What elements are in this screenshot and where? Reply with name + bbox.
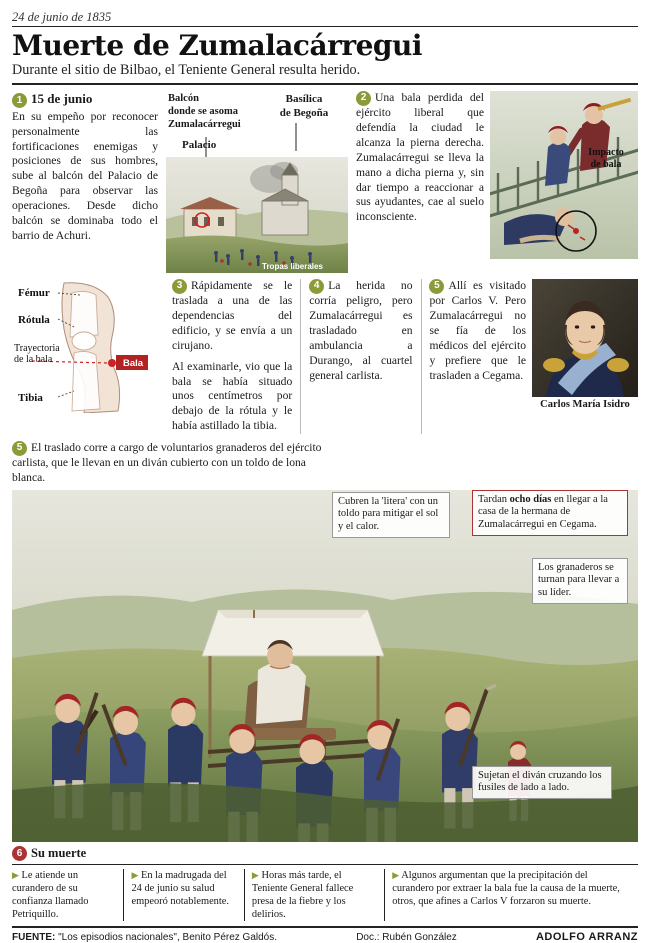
palace-label: Palacio: [182, 139, 217, 152]
portrait-caption: Carlos María Isidro: [540, 399, 630, 411]
trajectory-label-1: Trayectoria: [14, 343, 60, 355]
step-4-text: [309, 279, 412, 383]
callout-canopy: Cubren la 'litera' con un toldo para mitigar el sol y el calor.: [332, 492, 450, 538]
callout-eight-days-pre: Tardan: [478, 493, 510, 505]
step-5b-text: [12, 441, 330, 486]
death-item-4-text: Algunos argumentan que la precipitación del curandero por extraer la bala fue la causa de la muerte, otros, que afines a Carlos V forzaron su muerte.: [392, 870, 620, 908]
bullet-arrow-icon: ▶: [12, 870, 19, 881]
step-3-block: [172, 279, 292, 433]
bullet-label: Bala: [123, 358, 144, 370]
source-bar: [12, 926, 638, 943]
bullet-arrow-icon: ▶: [131, 870, 139, 881]
source-text: [12, 932, 277, 943]
callout-grenadiers: Los granaderos se turnan para llevar a su líder.: [532, 558, 628, 604]
leg-diagram-block: [12, 279, 164, 433]
step-3-text-2: Al examinarle, vio que la bala se había situado unos centímetros por debajo de la rótula y le había astillado la tibia.: [172, 359, 293, 433]
carlos-portrait-image: [532, 279, 638, 397]
doc-credit: Doc.: Rubén González: [356, 932, 457, 943]
death-item-3: [245, 869, 384, 921]
step-2-block: [356, 91, 638, 273]
step-2-text: [356, 91, 484, 225]
callout-eight-days-post: en llegar a la casa de la hermana de Zumalacárregui en Cegama.: [478, 493, 608, 531]
top-row: [12, 91, 638, 273]
tibia-label: Tibia: [18, 392, 43, 405]
death-item-2: [124, 869, 243, 921]
step-2-number: 2: [356, 91, 371, 106]
second-row: [12, 279, 638, 433]
source-label: FUENTE:: [12, 932, 56, 943]
bullet-arrow-icon: ▶: [251, 870, 259, 881]
callout-eight-days: [472, 490, 628, 536]
patella-label: Rótula: [18, 314, 50, 327]
step-1-heading: 15 de junio: [31, 91, 93, 107]
march-scene-illustration: [12, 490, 638, 842]
step-3-number: 3: [172, 279, 187, 294]
palace-scene-image: [166, 157, 348, 273]
trajectory-label-2: de la bala: [14, 354, 53, 366]
death-item-4: [385, 869, 638, 921]
liberal-troops-label: Tropas liberales: [262, 262, 323, 272]
step-1-number: 1: [12, 93, 27, 108]
step-3-text-1: [172, 279, 292, 353]
death-item-1-text: Le atiende un curandero de su confianza llamado Petriquillo.: [12, 870, 89, 921]
step-5-number: 5: [429, 279, 444, 294]
step-2-paragraph: Una bala perdida del ejército liberal que defendía la ciudad le alcanza la pierna derecha. Zumalacárregui se lleva la mano a dicha pierna y, sin dar tiempo a reaccionar a sus ayudantes, cae al suelo inconsciente.: [356, 91, 484, 224]
palace-illustration-block: [166, 91, 348, 273]
header-rule-top: [12, 26, 638, 27]
femur-label: Fémur: [18, 287, 50, 300]
header-rule-bottom: [12, 83, 638, 85]
leg-anatomy-diagram: [12, 279, 164, 413]
page-title: Muerte de Zumalacárregui: [12, 29, 422, 62]
death-item-1: [12, 869, 123, 921]
death-item-2-text: En la madrugada del 24 de junio su salud empeoró notablemente.: [131, 870, 229, 908]
divider-4-5: [421, 279, 422, 433]
callout-eight-days-bold: ocho días: [509, 493, 552, 505]
step-5b-number: 5: [12, 441, 27, 456]
step-1-block: [12, 91, 158, 273]
page-subtitle: Durante el sitio de Bilbao, el Teniente General resulta herido.: [12, 62, 361, 79]
shooting-scene-image: [490, 91, 638, 259]
callout-rifles: Sujetan el diván cruzando los fusiles de lado a lado.: [472, 766, 612, 800]
step-3-paragraph-1: Rápidamente se le traslada a una de las dependencias del edificio, y se envía a un cirujano.: [172, 279, 293, 352]
divider-3-4: [300, 279, 301, 433]
death-columns: [12, 864, 638, 921]
author-credit: ADOLFO ARRANZ: [535, 931, 638, 943]
step-5-paragraph: Allí es visitado por Carlos V. Pero Zumalacárregui no se fía de los médicos del ejército y prefiere que le trasladen a Cegama.: [429, 279, 526, 382]
death-item-3-text: Horas más tarde, el Teniente General fallece presa de la fiebre y los delirios.: [251, 870, 354, 921]
step-6-heading-line: [12, 846, 638, 862]
step-6-number: 6: [12, 846, 27, 861]
step-4-block: [309, 279, 412, 433]
step-4-paragraph: La herida no corría peligro, pero Zumalacárregui es trasladado en ambulancia a Durango, al cuartel general carlista.: [309, 279, 413, 382]
publication-date: 24 de junio de 1835: [12, 10, 112, 24]
step-6-heading: Su muerte: [31, 845, 87, 860]
source-value: "Los episodios nacionales", Benito Pérez Galdós.: [58, 932, 278, 943]
bullet-impact-label: Impacto de bala: [588, 147, 624, 171]
portrait-block: [532, 279, 638, 410]
balcony-label: Balcón donde se asoma Zumalacárregui: [168, 93, 241, 130]
step-4-number: 4: [309, 279, 324, 294]
step-5b-paragraph: El traslado corre a cargo de voluntarios granaderos del ejército carlista, que le llevan en un diván cubierto con un toldo de lona blanca.: [12, 441, 322, 484]
basilica-label: Basílica de Begoña: [279, 93, 329, 119]
step-1-text: En su empeño por reconocer personalmente las fortificaciones enemigas y posiciones de sus hombres, sube al balcón del Palacio de Begoña para observar las operaciones. Desde dicho balcón se dominaba todo el barrio de Achuri.: [12, 109, 158, 242]
bullet-arrow-icon: ▶: [392, 870, 400, 881]
step-5-block: [429, 279, 638, 433]
step-1-heading-line: [12, 91, 158, 108]
